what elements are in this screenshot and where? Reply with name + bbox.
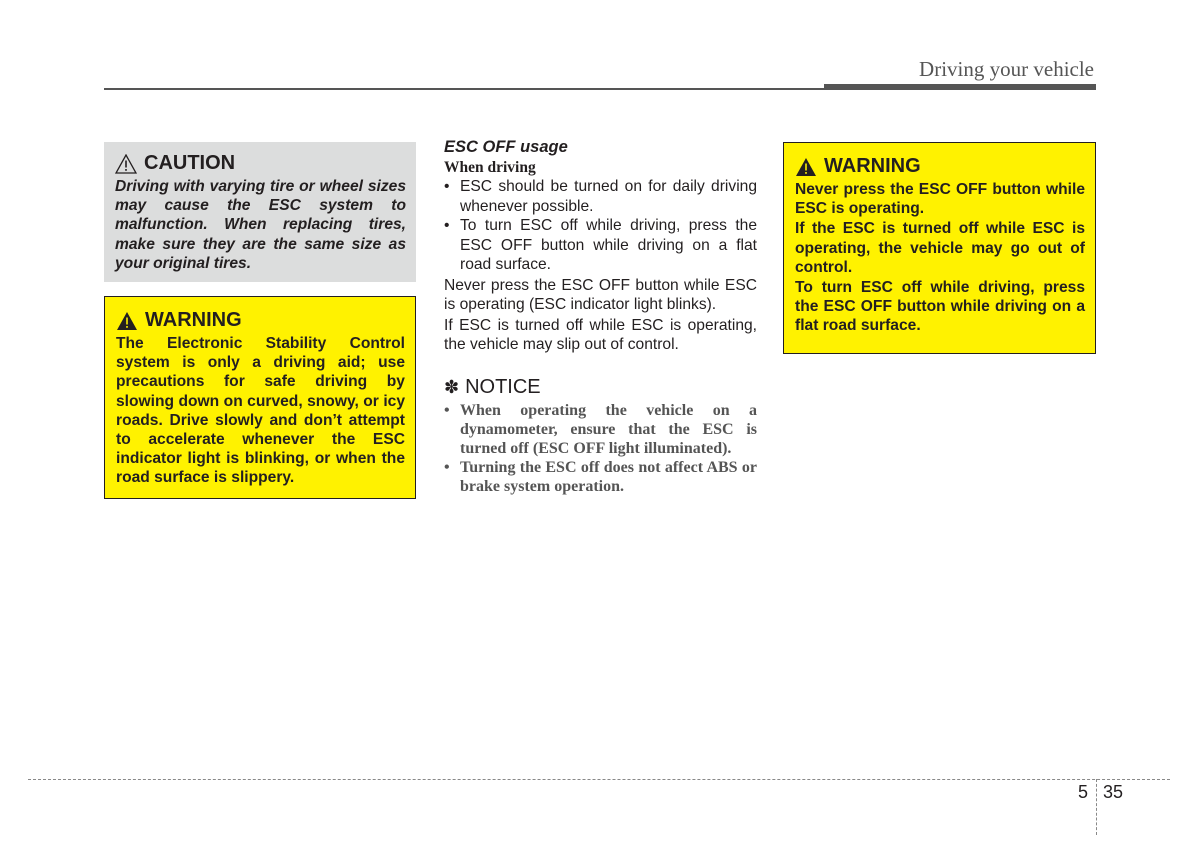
esc-off-section	[444, 138, 757, 496]
footer-page-divider	[1096, 779, 1097, 835]
warning-box-right	[783, 142, 1096, 354]
warning-text: If the ESC is turned off while ESC is operating, the vehicle may go out of control.	[795, 220, 1085, 276]
paragraph: If ESC is turned off while ESC is operating, the vehicle may slip out of control.	[444, 316, 757, 353]
list-item: • When operating the vehicle on a dynamometer, ensure that the ESC is turned off (ESC OFF light illuminated).	[444, 401, 757, 458]
section-subheading: When driving	[444, 159, 536, 176]
warning-title: WARNING	[824, 155, 921, 177]
warning-title: WARNING	[145, 309, 242, 331]
warning-title-row	[116, 309, 405, 332]
list-item: • To turn ESC off while driving, press the ESC OFF button while driving on a flat road surface.	[444, 216, 757, 275]
warning-text: To turn ESC off while driving, press the ESC OFF button while driving on a flat road surface.	[795, 279, 1085, 335]
notice-star-icon: ✽	[444, 376, 460, 397]
page-number: 35	[1103, 782, 1124, 802]
warning-triangle-icon	[795, 157, 817, 177]
footer-divider	[28, 779, 1170, 780]
caution-triangle-icon	[115, 154, 137, 174]
section-heading: ESC OFF usage	[444, 138, 568, 156]
warning-box-left	[104, 296, 416, 499]
esc-off-list	[444, 177, 757, 275]
caution-title: CAUTION	[144, 152, 236, 174]
warning-text: The Electronic Stability Control system is only a driving aid; use precautions for safe driving by slowing down on curved, snowy, or icy roads. Drive slowly and don’t attempt to accelerate whenever the ESC indicator light is blinking, or when the road surface is slippery.	[116, 335, 405, 487]
caution-box	[104, 142, 416, 282]
caution-title-row	[115, 152, 406, 175]
warning-text: Never press the ESC OFF button while ESC is operating.	[795, 181, 1085, 218]
page-header-title: Driving your vehicle	[919, 57, 1094, 81]
header-rule-accent	[824, 84, 1096, 90]
notice-list	[444, 401, 757, 496]
chapter-number: 5	[1078, 782, 1089, 802]
header-rule	[104, 88, 824, 90]
list-item: • ESC should be turned on for daily driving whenever possible.	[444, 177, 757, 216]
list-item: • Turning the ESC off does not affect ABS or brake system operation.	[444, 458, 757, 496]
notice-title: NOTICE	[465, 375, 541, 398]
paragraph: Never press the ESC OFF button while ESC is operating (ESC indicator light blinks).	[444, 276, 757, 313]
caution-text: Driving with varying tire or wheel sizes may cause the ESC system to malfunction. When replacing tires, make sure they are the same size as your original tires.	[115, 178, 406, 272]
warning-title-row	[795, 155, 1085, 178]
notice-title-row	[444, 376, 757, 399]
warning-triangle-icon	[116, 311, 138, 331]
